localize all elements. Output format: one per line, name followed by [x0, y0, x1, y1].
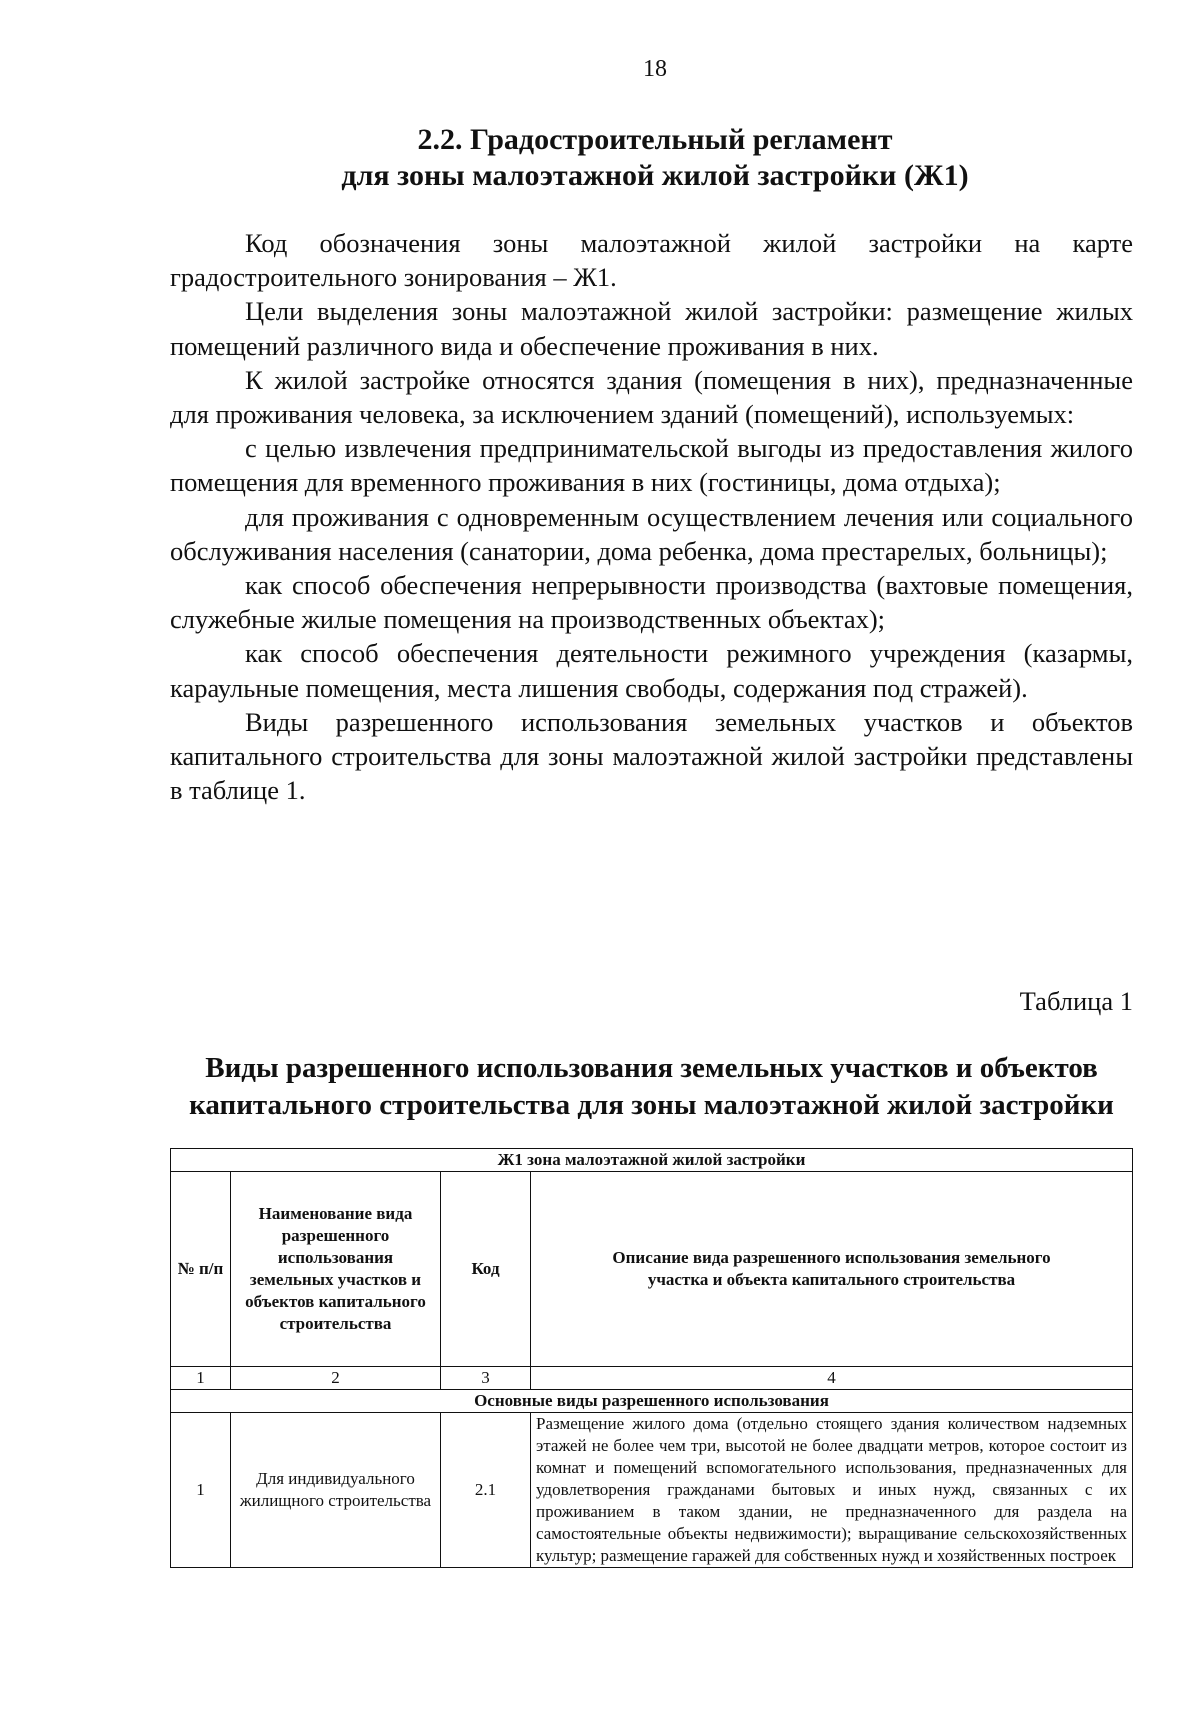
table-row	[171, 1413, 1133, 1568]
column-number-row	[171, 1367, 1133, 1390]
section-title	[170, 122, 1140, 194]
paragraph: Виды разрешенного использования земельных участков и объектов капитального строительства для зоны малоэтажной жилой застройки представлены в таблице 1.	[170, 706, 1133, 806]
column-number: 4	[531, 1367, 1133, 1390]
paragraph: с целью извлечения предпринимательской выгоды из предоставления жилого помещения для временного проживания в них (гостиницы, дома отдыха);	[170, 433, 1133, 498]
column-number: 2	[231, 1367, 441, 1390]
header-code: Код	[441, 1172, 531, 1367]
row-description: Размещение жилого дома (отдельно стоящего здания количеством надземных этажей не более чем три, высотой не более двадцати метров, которое состоит из комнат и помещений вспомогательного использования, предназначенных для удовлетворения гражданами бытовых и иных нужд, связанных с их проживанием в таком здании, не предназначенного для раздела на самостоятельные объекты недвижимости); выращивание сельскохозяйственных культур; размещение гаражей для собственных нужд и хозяйственных построек	[531, 1413, 1133, 1568]
section-title-line2: для зоны малоэтажной жилой застройки (Ж1)	[341, 159, 969, 192]
zone-header: Ж1 зона малоэтажной жилой застройки	[171, 1149, 1133, 1172]
row-num: 1	[171, 1413, 231, 1568]
header-num: № п/п	[171, 1172, 231, 1367]
group-header: Основные виды разрешенного использования	[171, 1390, 1133, 1413]
paragraph: К жилой застройке относятся здания (помещения в них), предназначенные для проживания человека, за исключением зданий (помещений), используемых:	[170, 364, 1133, 430]
paragraph: для проживания с одновременным осуществлением лечения или социального обслуживания населения (санатории, дома ребенка, дома престарелых, больницы);	[170, 501, 1133, 566]
table-title-line1: Виды разрешенного использования земельных участков и объектов	[205, 1052, 1098, 1084]
zone-header-row	[171, 1149, 1133, 1172]
column-number: 1	[171, 1367, 231, 1390]
column-header-row	[171, 1172, 1133, 1367]
paragraph: как способ обеспечения деятельности режимного учреждения (казармы, караульные помещения, места лишения свободы, содержания под стражей).	[170, 638, 1133, 703]
paragraph: как способ обеспечения непрерывности производства (вахтовые помещения, служебные жилые помещения на производственных объектах);	[170, 570, 1133, 635]
table-title-line2: капитального строительства для зоны малоэтажной жилой застройки	[189, 1089, 1114, 1121]
table-title	[170, 1050, 1133, 1124]
group-header-row	[171, 1390, 1133, 1413]
section-title-line1: 2.2. Градостроительный регламент	[417, 123, 893, 156]
table-caption: Таблица 1	[1019, 986, 1133, 1016]
row-code: 2.1	[441, 1413, 531, 1568]
page-number: 18	[643, 56, 667, 82]
body-text	[170, 226, 1133, 807]
header-description: Описание вида разрешенного использования земельного участка и объекта капитального строительства	[531, 1172, 1133, 1367]
paragraph: Цели выделения зоны малоэтажной жилой застройки: размещение жилых помещений различного вида и обеспечение проживания в них.	[170, 296, 1133, 361]
paragraph: Код обозначения зоны малоэтажной жилой застройки на карте градостроительного зонирования – Ж1.	[170, 228, 1133, 293]
row-name: Для индивидуального жилищного строительства	[231, 1413, 441, 1568]
land-use-table	[170, 1148, 1133, 1568]
header-name: Наименование вида разрешенного использования земельных участков и объектов капитального строительства	[231, 1172, 441, 1367]
column-number: 3	[441, 1367, 531, 1390]
